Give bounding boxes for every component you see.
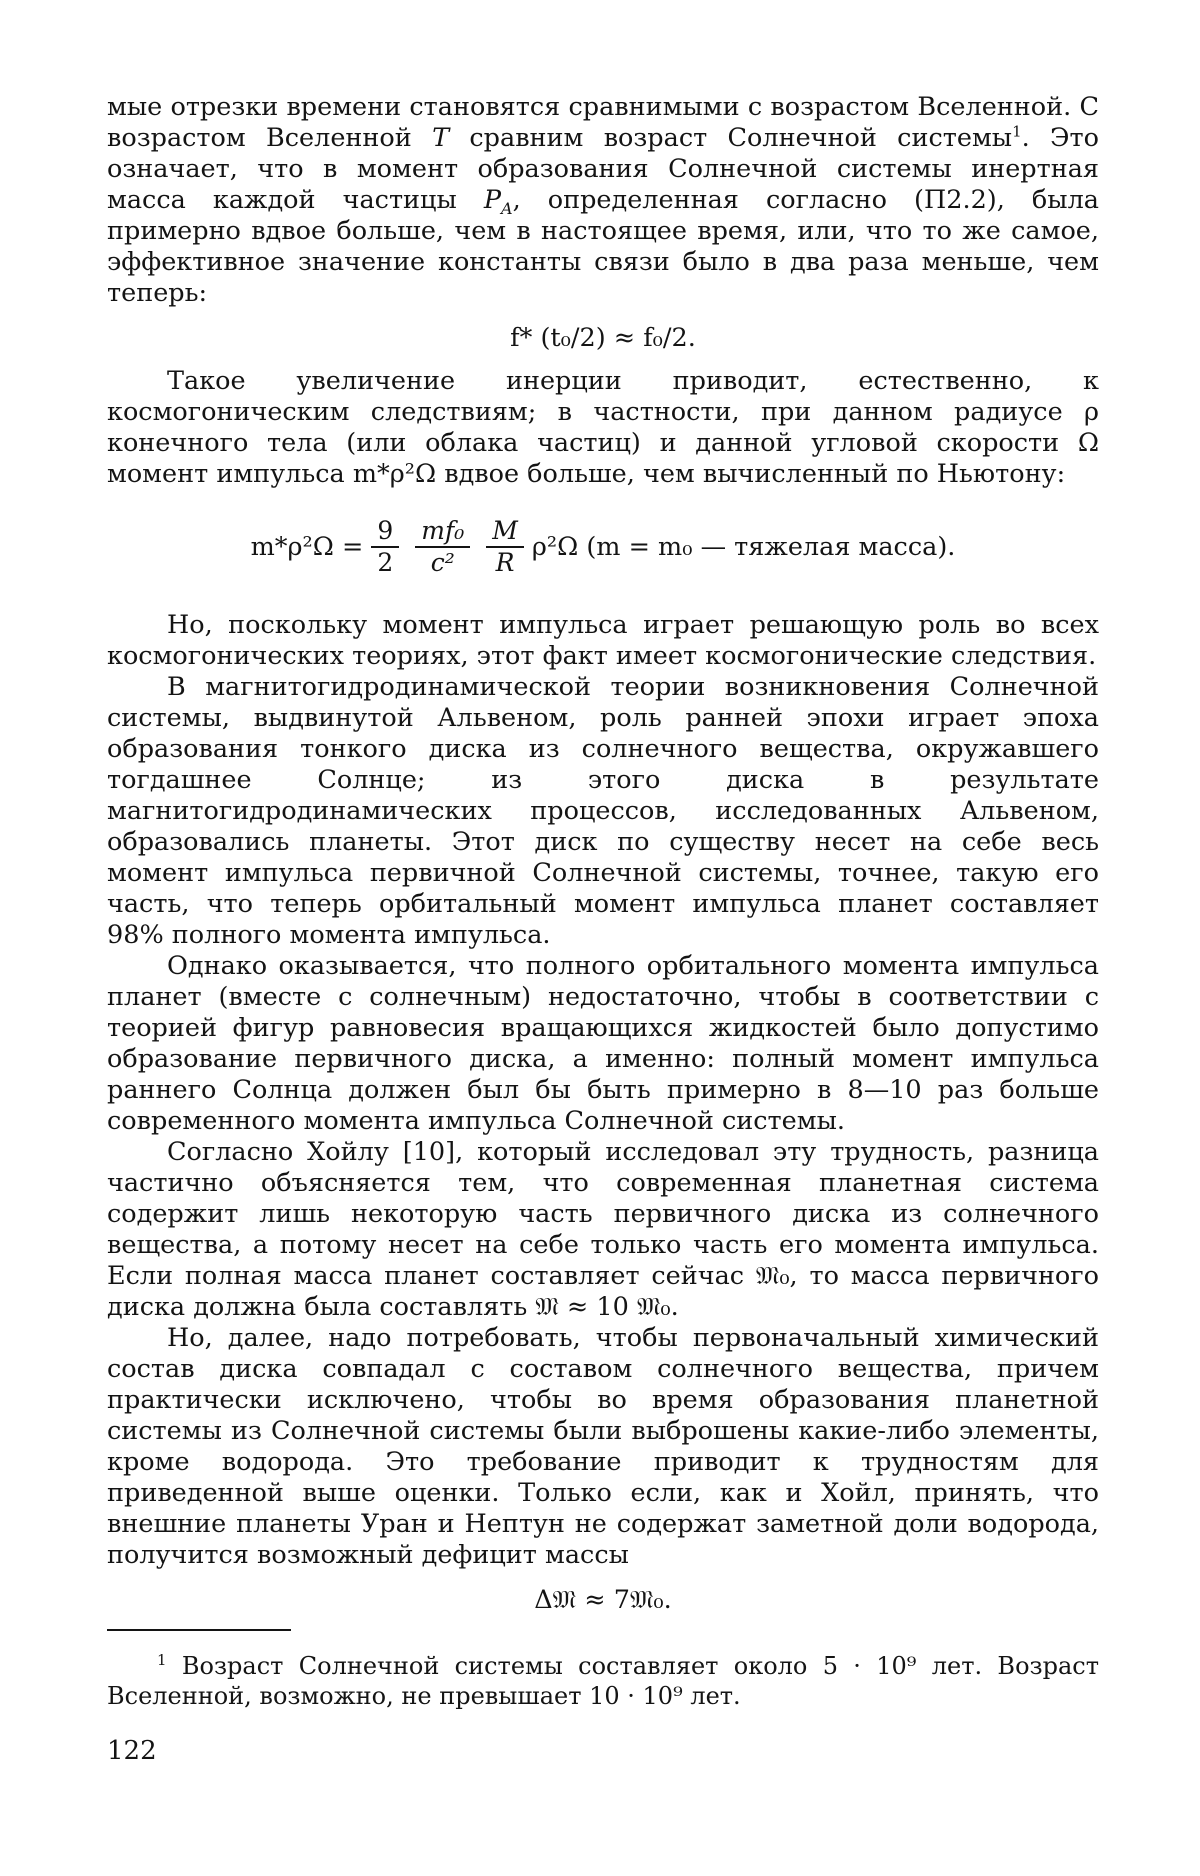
footnote: [107, 1651, 1099, 1711]
text-span: мые отрезки времени становятся сравнимыми с возрастом Вселенной. С возрастом Вселенной: [107, 92, 1099, 153]
text-span: . Это означает, что в момент образования Солнечной системы инертная масса каждой частицы: [107, 123, 1100, 215]
paragraph-1: [107, 92, 1099, 309]
paragraph-2: Такое увеличение инерции приводит, естественно, к космогоническим следствиям; в частности, при данном радиусе ρ конечного тела (или облака частиц) и данной угловой скорости Ω момент импульса m*ρ²Ω вдвое больше, чем вычисленный по Ньютону:: [107, 366, 1099, 489]
footnote-marker: 1: [157, 1651, 167, 1669]
formula-2-rhs: ρ²Ω (m = m₀ — тяжелая масса).: [531, 531, 956, 562]
formula-1: f* (t₀/2) ≈ f₀/2.: [510, 323, 696, 353]
page-number: 122: [107, 1736, 157, 1766]
footnote-divider: [107, 1629, 291, 1631]
fraction-3-denominator: R: [495, 548, 515, 577]
symbol-T: T: [432, 123, 450, 153]
symbol-P: P: [483, 185, 501, 215]
fraction-2: [415, 516, 470, 578]
text-span: сравним возраст Солнечной системы: [449, 123, 1013, 153]
paragraph-7: Но, далее, надо потребовать, чтобы первоначальный химический состав диска совпадал с составом солнечного вещества, причем практически исключено, чтобы во время образования планетной системы из Солнечной системы были выброшены какие-либо элементы, кроме водорода. Это требование приводит к трудностям для приведенной выше оценки. Только если, как и Хойл, принять, что внешние планеты Уран и Нептун не содержат заметной доли водорода, получится возможный дефицит массы: [107, 1323, 1099, 1570]
fraction-3-numerator: M: [486, 516, 524, 548]
fraction-2-numerator: mf₀: [415, 516, 470, 548]
page-body: [107, 92, 1099, 1628]
fraction-1-numerator: 9: [371, 516, 399, 548]
text-span: , определенная согласно (П2.2), была примерно вдвое больше, чем в настоящее время, или, что то же самое, эффективное значение константы связи было в два раза меньше, чем теперь:: [107, 185, 1099, 308]
footnote-text: Возраст Солнечной системы составляет около 5 · 10⁹ лет. Возраст Вселенной, возможно, не превышает 10 · 10⁹ лет.: [107, 1652, 1099, 1710]
paragraph-4: В магнитогидродинамической теории возникновения Солнечной системы, выдвинутой Альвеном, роль ранней эпохи играет эпоха образования тонкого диска из солнечного вещества, окружавшего тогдашнее Солнце; из этого диска в результате магнитогидродинамических процессов, исследованных Альвеном, образовались планеты. Этот диск по существу несет на себе весь момент импульса первичной Солнечной системы, точнее, такую его часть, что теперь орбитальный момент импульса планет составляет 98% полного момента импульса.: [107, 672, 1099, 950]
footnote-reference: 1: [1012, 122, 1022, 141]
paragraph-3: Но, поскольку момент импульса играет решающую роль во всех космогонических теориях, этот факт имеет космогонические следствия.: [107, 610, 1099, 671]
symbol-P-subscript: A: [501, 199, 513, 219]
formula-2-lhs: m*ρ²Ω =: [250, 531, 364, 562]
fraction-1: [371, 516, 399, 578]
fraction-1-denominator: 2: [377, 548, 394, 577]
fraction-3: [486, 516, 524, 578]
formula-2: [107, 502, 1099, 592]
formula-3: Δ𝔐 ≈ 7𝔐₀.: [534, 1585, 672, 1615]
paragraph-5: Однако оказывается, что полного орбитального момента импульса планет (вместе с солнечным) недостаточно, чтобы в соответствии с теорией фигур равновесия вращающихся жидкостей было допустимо образование первичного диска, а именно: полный момент импульса раннего Солнца должен был бы быть примерно в 8—10 раз больше современного момента импульса Солнечной системы.: [107, 951, 1099, 1136]
paragraph-6: Согласно Хойлу [10], который исследовал эту трудность, разница частично объясняется тем, что современная планетная система содержит лишь некоторую часть первичного диска из солнечного вещества, а потому несет на себе только часть его момента импульса. Если полная масса планет составляет сейчас 𝔐₀, то масса первичного диска должна была составлять 𝔐 ≈ 10 𝔐₀.: [107, 1137, 1099, 1322]
fraction-2-denominator: c²: [430, 548, 455, 577]
